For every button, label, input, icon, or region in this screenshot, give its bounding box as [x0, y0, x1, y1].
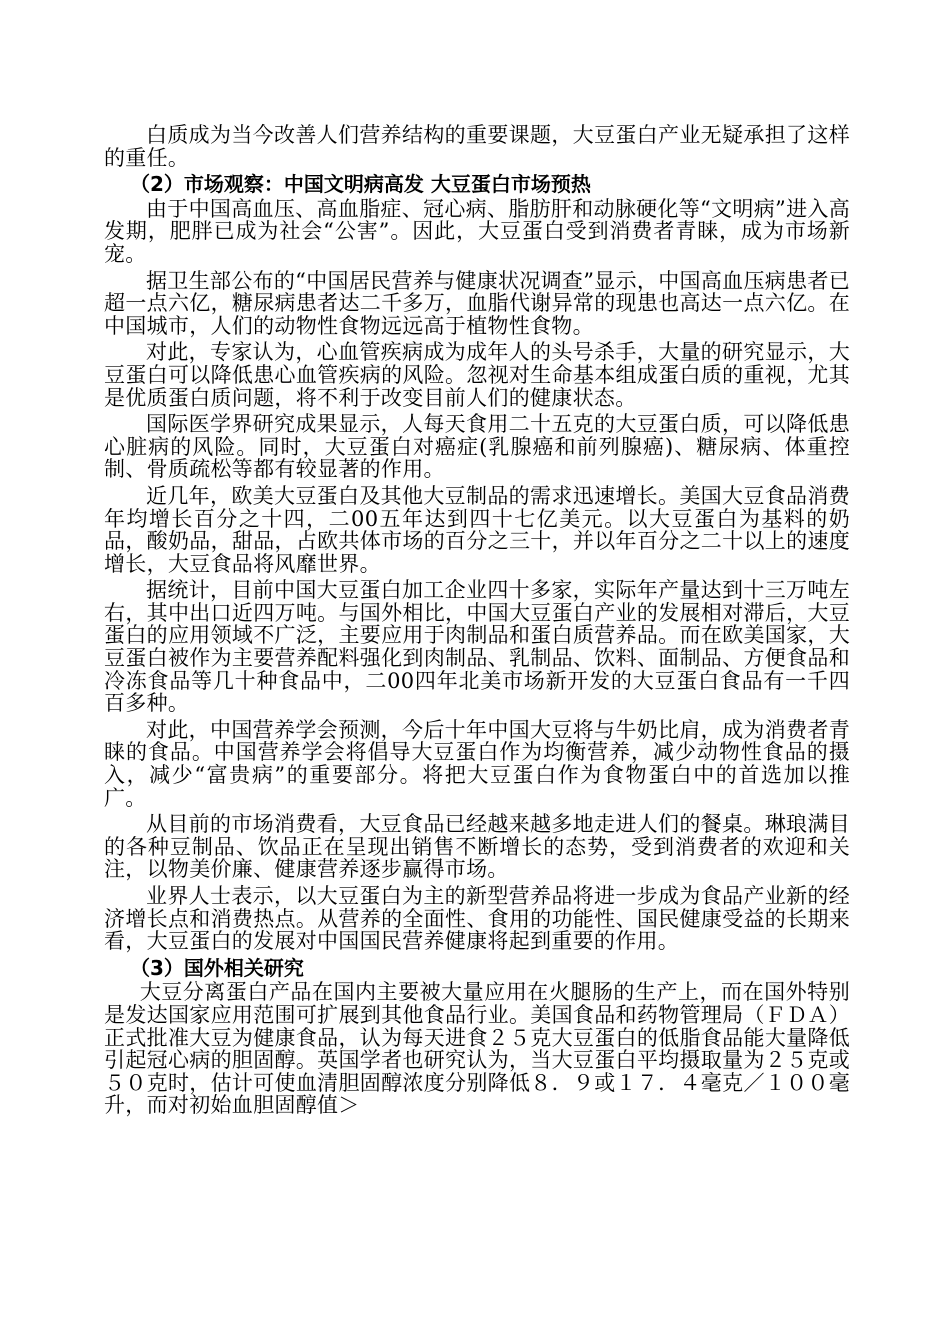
paragraph: 对此，专家认为，心血管疾病成为成年人的头号杀手，大量的研究显示，大豆蛋白可以降低患心血管疾病的风险。忽视对生命基本组成蛋白质的重视，尤其是优质蛋白质问题，将不利于改变目前人们的健康状态。 [104, 340, 850, 410]
section-heading-foreign-research: （3）国外相关研究 [130, 955, 304, 980]
paragraph: 从目前的市场消费看，大豆食品已经越来越多地走进人们的餐桌。琳琅满目的各种豆制品、饮品正在呈现出销售不断增长的态势，受到消费者的欢迎和关注，以物美价廉、健康营养逐步赢得市场。 [104, 812, 850, 882]
paragraph: 对此，中国营养学会预测，今后十年中国大豆将与牛奶比肩，成为消费者青睐的食品。中国营养学会将倡导大豆蛋白作为均衡营养，减少动物性食品的摄入，减少“富贵病”的重要部分。将把大豆蛋白作为食物蛋白中的首选加以推广。 [104, 717, 850, 810]
document-page [104, 124, 850, 1121]
paragraph-continuation: 白质成为当今改善人们营养结构的重要课题，大豆蛋白产业无疑承担了这样的重任。 [104, 123, 850, 170]
paragraph: 大豆分离蛋白产品在国内主要被大量应用在火腿肠的生产上，而在国外特别是发达国家应用范围可扩展到其他食品行业。美国食品和药物管理局（ＦＤＡ）正式批准大豆为健康食品，认为每天进食２５克大豆蛋白的低脂食品能大量降低引起冠心病的胆固醇。英国学者也研究认为，当大豆蛋白平均摄取量为２５克或５０克时，估计可使血清胆固醇浓度分别降低８．９或１７．４毫克／１００毫升，而对初始血胆固醇值＞ [104, 980, 850, 1118]
paragraph: 国际医学界研究成果显示，人每天食用二十五克的大豆蛋白质，可以降低患心脏病的风险。同时，大豆蛋白对癌症(乳腺癌和前列腺癌)、糖尿病、体重控制、骨质疏松等都有较显著的作用。 [104, 412, 850, 482]
paragraph: 据卫生部公布的“中国居民营养与健康状况调查”显示，中国高血压病患者已超一点六亿，糖尿病患者达二千多万，血脂代谢异常的现患也高达一点六亿。在中国城市，人们的动物性食物远远高于植物性食物。 [104, 268, 850, 338]
paragraph: 据统计，目前中国大豆蛋白加工企业四十多家，实际年产量达到十三万吨左右，其中出口近四万吨。与国外相比，中国大豆蛋白产业的发展相对滞后，大豆蛋白的应用领域不广泛，主要应用于肉制品和蛋白质营养品。而在欧美国家，大豆蛋白被作为主要营养配料强化到肉制品、乳制品、饮料、面制品、方便食品和冷冻食品等几十种食品中，二00四年北美市场新开发的大豆蛋白食品有一千四百多种。 [104, 578, 850, 716]
paragraph: 由于中国高血压、高血脂症、冠心病、脂肪肝和动脉硬化等“文明病”进入高发期，肥胖已成为社会“公害”。因此，大豆蛋白受到消费者青睐，成为市场新宠。 [104, 196, 850, 266]
paragraph: 近几年，欧美大豆蛋白及其他大豆制品的需求迅速增长。美国大豆食品消费年均增长百分之十四，二00五年达到四十七亿美元。以大豆蛋白为基料的奶品，酸奶品，甜品，占欧共体市场的百分之三十，并以年百分之二十以上的速度增长，大豆食品将风靡世界。 [104, 483, 850, 576]
section-heading-market: （2）市场观察：中国文明病高发 大豆蛋白市场预热 [130, 172, 591, 197]
paragraph: 业界人士表示，以大豆蛋白为主的新型营养品将进一步成为食品产业新的经济增长点和消费热点。从营养的全面性、食用的功能性、国民健康受益的长期来看，大豆蛋白的发展对中国国民营养健康将起到重要的作用。 [104, 884, 850, 954]
